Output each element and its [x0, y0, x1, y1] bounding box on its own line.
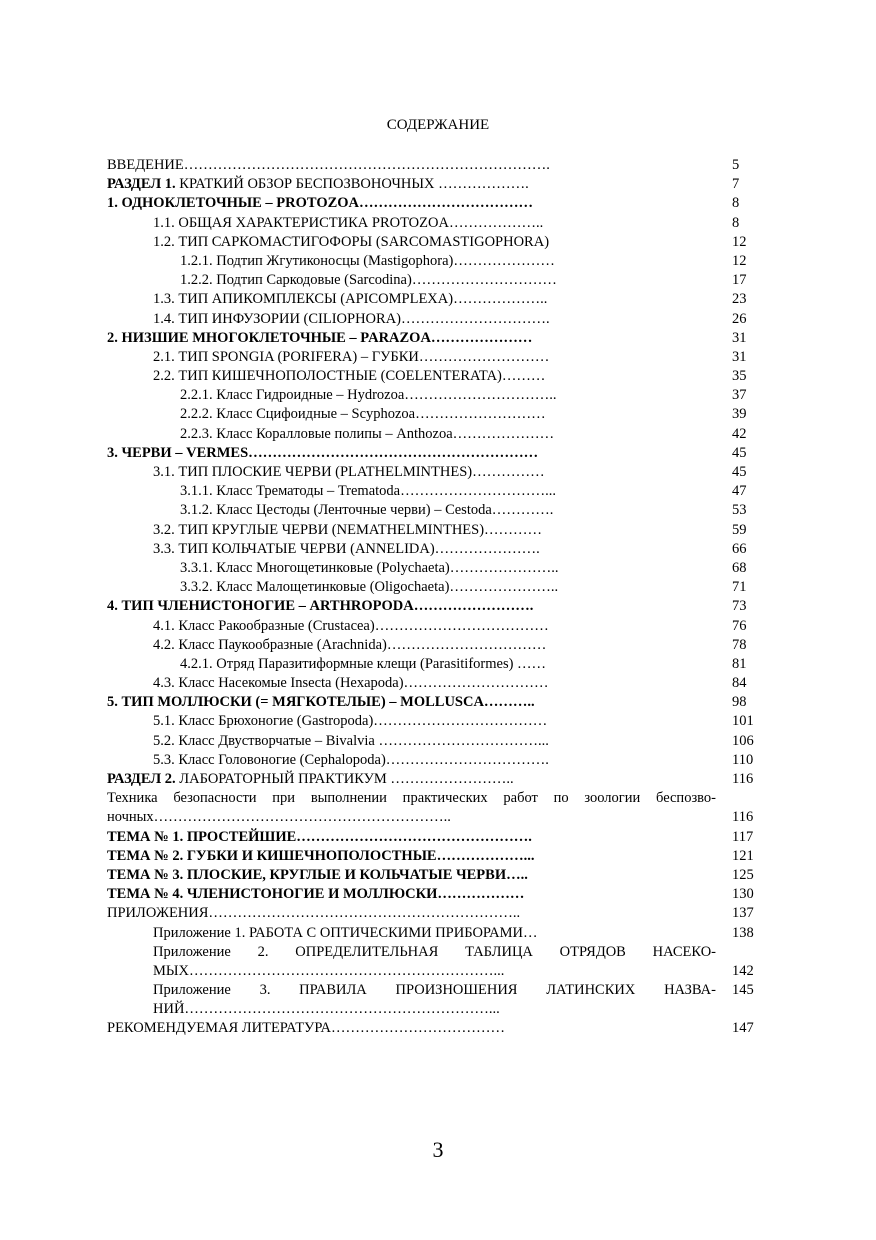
toc-page-number: 138 — [732, 924, 754, 941]
toc-entry-text: ТЕМА № 3. ПЛОСКИЕ, КРУГЛЫЕ И КОЛЬЧАТЫЕ ЧЕРВИ….. — [107, 866, 528, 883]
toc-entry-1-4[interactable] — [107, 310, 762, 329]
toc-page-number: 37 — [732, 387, 747, 404]
toc-entry-text: ТЕМА № 2. ГУБКИ И КИШЕЧНОПОЛОСТНЫЕ………………... — [107, 847, 535, 864]
toc-entry-3-1[interactable] — [107, 463, 762, 482]
toc-entry-text: Техника безопасности при выполнении практических работ по зоологии беспозво-ночных…………………………………………………….. — [107, 790, 716, 826]
toc-entry-text: 3.1. ТИП ПЛОСКИЕ ЧЕРВИ (PLATHELMINTHES)…………… — [153, 464, 545, 480]
toc-entry-text: 5.3. Класс Головоногие (Cephalopoda)……………………………. — [153, 751, 549, 768]
toc-entry-1-1[interactable] — [107, 214, 762, 233]
toc-page-number: 66 — [732, 540, 747, 557]
toc-entry-text: 2.2.1. Класс Гидроидные – Hydrozoa………………………….. — [180, 387, 557, 404]
toc-page-number: 23 — [732, 291, 747, 308]
toc-entry-1-2-2[interactable] — [107, 271, 762, 290]
table-of-contents — [107, 156, 762, 1039]
toc-page-number: 137 — [732, 905, 754, 922]
toc-entry-text: 3.1.2. Класс Цестоды (Ленточные черви) – Cestoda…………. — [180, 502, 554, 519]
toc-entry-1-2-1[interactable] — [107, 252, 762, 271]
toc-page-number: 12 — [732, 252, 747, 269]
toc-entry-5-2[interactable] — [107, 732, 762, 751]
toc-entry-topic-4[interactable] — [107, 885, 762, 904]
toc-page-number: 7 — [732, 176, 740, 193]
toc-entry-appendix-1[interactable] — [107, 924, 762, 943]
toc-page-number: 110 — [732, 751, 754, 768]
toc-entry-text: 2.2. ТИП КИШЕЧНОПОЛОСТНЫЕ (COELENTERATA)……… — [153, 368, 546, 385]
toc-entry-2-2-3[interactable] — [107, 425, 762, 444]
toc-page-number: 45 — [732, 464, 747, 480]
toc-entry-text: 2.2.3. Класс Коралловые полипы – Anthozoa………………… — [180, 425, 555, 442]
toc-entry-text: 2.1. ТИП SPONGIA (PORIFERA) – ГУБКИ……………………… — [153, 348, 550, 365]
toc-entry-text: ЛАБОРАТОРНЫЙ ПРАКТИКУМ …………………….. — [175, 771, 514, 787]
toc-entry-1-2[interactable] — [107, 233, 762, 252]
toc-entry-text: 3.2. ТИП КРУГЛЫЕ ЧЕРВИ (NEMATHELMINTHES)………… — [153, 521, 543, 538]
toc-entry-text: 1.1. ОБЩАЯ ХАРАКТЕРИСТИКА PROTOZOA……………….. — [153, 214, 544, 231]
toc-page-number: 98 — [732, 694, 747, 711]
toc-entry-text: 4.3. Класс Насекомые Insecta (Hexapoda)………………………… — [153, 675, 549, 692]
toc-entry-text: 3. ЧЕРВИ – VERMES…………………………………………………… — [107, 444, 539, 461]
toc-entry-appendix-2[interactable] — [107, 943, 762, 981]
toc-entry-5-3[interactable] — [107, 751, 762, 770]
toc-entry-chapter-4[interactable] — [107, 597, 762, 616]
toc-entry-4-2[interactable] — [107, 636, 762, 655]
toc-entry-text: КРАТКИЙ ОБЗОР БЕСПОЗВОНОЧНЫХ ………………. — [175, 176, 529, 193]
toc-entry-text: 4.2.1. Отряд Паразитиформные клещи (Parasitiformes) …… — [180, 655, 547, 672]
toc-entry-chapter-3[interactable] — [107, 444, 762, 463]
toc-entry-label: РАЗДЕЛ 2. — [107, 771, 176, 787]
toc-entry-4-2-1[interactable] — [107, 655, 762, 674]
toc-page-number: 31 — [732, 348, 747, 365]
toc-entry-text: 3.3.1. Класс Многощетинковые (Polychaeta)………………….. — [180, 559, 559, 576]
toc-entry-chapter-2[interactable] — [107, 329, 762, 348]
toc-page-number: 5 — [732, 157, 740, 173]
toc-entry-text: Приложение 1. РАБОТА С ОПТИЧЕСКИМИ ПРИБОРАМИ… — [153, 924, 538, 941]
toc-entry-section-1[interactable] — [107, 175, 762, 194]
toc-entry-topic-3[interactable] — [107, 866, 762, 885]
toc-page-number: 42 — [732, 425, 747, 442]
toc-entry-text: 2. НИЗШИЕ МНОГОКЛЕТОЧНЫЕ – PARAZOA………………… — [107, 329, 533, 346]
toc-entry-5-1[interactable] — [107, 712, 762, 731]
toc-entry-text: 1.2. ТИП САРКОМАСТИГОФОРЫ (SARCOMASTIGOPHORA) — [153, 233, 550, 250]
toc-entry-text: 2.2.2. Класс Сцифоидные – Scyphozoa……………………… — [180, 406, 546, 423]
toc-page-number: 101 — [732, 713, 754, 730]
toc-entry-text: 1.2.1. Подтип Жгутиконосцы (Mastigophora)………………… — [180, 252, 555, 269]
toc-page-number: 125 — [732, 866, 754, 883]
toc-entry-topic-2[interactable] — [107, 847, 762, 866]
toc-entry-section-2[interactable] — [107, 770, 762, 789]
toc-page-number: 8 — [732, 214, 740, 231]
toc-entry-text: 3.3.2. Класс Малощетинковые (Oligochaeta)………………….. — [180, 579, 559, 596]
toc-page-number: 81 — [732, 655, 747, 672]
toc-entry-introduction[interactable] — [107, 156, 762, 175]
toc-page-number: 116 — [732, 771, 754, 787]
toc-page-number: 59 — [732, 521, 747, 538]
toc-page-number: 142 — [732, 962, 754, 979]
toc-page-number: 117 — [732, 828, 754, 845]
toc-page-number: 45 — [732, 444, 747, 461]
toc-page-number: 12 — [732, 233, 747, 250]
toc-page-number: 84 — [732, 675, 747, 692]
toc-entry-text: 3.3. ТИП КОЛЬЧАТЫЕ ЧЕРВИ (ANNELIDA)…………………. — [153, 540, 540, 557]
toc-entry-safety[interactable] — [107, 789, 762, 827]
toc-page-number: 8 — [732, 195, 740, 212]
toc-page-number: 130 — [732, 886, 754, 903]
toc-entry-text: Приложение 2. ОПРЕДЕЛИТЕЛЬНАЯ ТАБЛИЦА ОТРЯДОВ НАСЕКО-МЫХ………………………………………………………... — [153, 943, 716, 979]
toc-page-number: 53 — [732, 502, 747, 519]
toc-entry-chapter-5[interactable] — [107, 693, 762, 712]
toc-entry-1-3[interactable] — [107, 290, 762, 309]
toc-entry-text: 1.4. ТИП ИНФУЗОРИИ (CILIOPHORA)…………………………. — [153, 310, 550, 327]
toc-entry-topic-1[interactable] — [107, 828, 762, 847]
toc-entry-text: Приложение 3. ПРАВИЛА ПРОИЗНОШЕНИЯ ЛАТИНСКИХ НАЗВА-НИЙ………………………………………………………... — [153, 982, 716, 1018]
toc-page-number: 68 — [732, 559, 747, 576]
toc-entry-text: 1.2.2. Подтип Саркодовые (Sarcodina)………………………… — [180, 272, 557, 289]
toc-page-number: 116 — [732, 809, 754, 826]
toc-entry-text: 3.1.1. Класс Трематоды – Trematoda…………………………... — [180, 483, 556, 500]
toc-entry-chapter-1[interactable] — [107, 194, 762, 213]
toc-entry-text: 4.2. Класс Паукообразные (Arachnida)…………………………… — [153, 636, 547, 653]
toc-entry-label: РАЗДЕЛ 1. — [107, 176, 176, 193]
toc-entry-text: 4. ТИП ЧЛЕНИСТОНОГИЕ – ARTHROPODA……………………. — [107, 598, 534, 615]
toc-entry-4-1[interactable] — [107, 617, 762, 636]
toc-entry-3-3-2[interactable] — [107, 578, 762, 597]
toc-entry-3-2[interactable] — [107, 521, 762, 540]
toc-page-number: 145 — [732, 982, 754, 999]
toc-page-number: 71 — [732, 579, 747, 596]
toc-page-number: 39 — [732, 406, 747, 423]
toc-entry-text: 4.1. Класс Ракообразные (Crustacea)……………………………… — [153, 617, 549, 634]
toc-entry-text: 1.3. ТИП АПИКОМПЛЕКСЫ (APICOMPLEXA)……………….. — [153, 291, 548, 308]
toc-entry-3-1-2[interactable] — [107, 501, 762, 520]
toc-page-number: 73 — [732, 598, 747, 615]
toc-entry-text: 5.2. Класс Двустворчатые – Bivalvia ……………………………... — [153, 732, 549, 749]
toc-entry-appendices[interactable] — [107, 904, 762, 923]
toc-page-number: 35 — [732, 368, 747, 385]
toc-entry-text: 1. ОДНОКЛЕТОЧНЫЕ – PROTOZOA……………………………… — [107, 195, 534, 212]
toc-entry-text: 5.1. Класс Брюхоногие (Gastropoda)……………………………… — [153, 713, 548, 730]
toc-page-number: 106 — [732, 732, 754, 749]
toc-page-number: 147 — [732, 1020, 754, 1037]
toc-entry-text: ТЕМА № 4. ЧЛЕНИСТОНОГИЕ И МОЛЛЮСКИ……………… — [107, 886, 525, 903]
toc-page-number: 76 — [732, 617, 747, 634]
toc-entry-appendix-3[interactable] — [107, 981, 762, 1019]
toc-page-number: 31 — [732, 329, 747, 346]
toc-page-number: 17 — [732, 272, 747, 289]
toc-entry-2-2-1[interactable] — [107, 386, 762, 405]
toc-page-number: 26 — [732, 310, 747, 327]
toc-page-number: 47 — [732, 483, 747, 500]
toc-entry-text: ВВЕДЕНИЕ…………………………………………………………………. — [107, 157, 550, 173]
toc-entry-text: ТЕМА № 1. ПРОСТЕЙШИЕ…………………………………………. — [107, 828, 532, 845]
toc-entry-3-3[interactable] — [107, 540, 762, 559]
toc-entry-4-3[interactable] — [107, 674, 762, 693]
toc-entry-text: РЕКОМЕНДУЕМАЯ ЛИТЕРАТУРА……………………………… — [107, 1020, 506, 1037]
toc-entry-2-2[interactable] — [107, 367, 762, 386]
toc-entry-text: ПРИЛОЖЕНИЯ……………………………………………………….. — [107, 905, 521, 922]
toc-entry-3-3-1[interactable] — [107, 559, 762, 578]
toc-page-number: 121 — [732, 847, 754, 864]
toc-entry-literature[interactable] — [107, 1019, 762, 1038]
page-title: СОДЕРЖАНИЕ — [386, 117, 490, 133]
toc-entry-2-2-2[interactable] — [107, 405, 762, 424]
page-number: 3 — [432, 1137, 444, 1162]
toc-entry-2-1[interactable] — [107, 348, 762, 367]
toc-page-number: 78 — [732, 636, 747, 653]
toc-entry-text: 5. ТИП МОЛЛЮСКИ (= МЯГКОТЕЛЫЕ) – MOLLUSCA……….. — [107, 694, 535, 711]
toc-entry-3-1-1[interactable] — [107, 482, 762, 501]
